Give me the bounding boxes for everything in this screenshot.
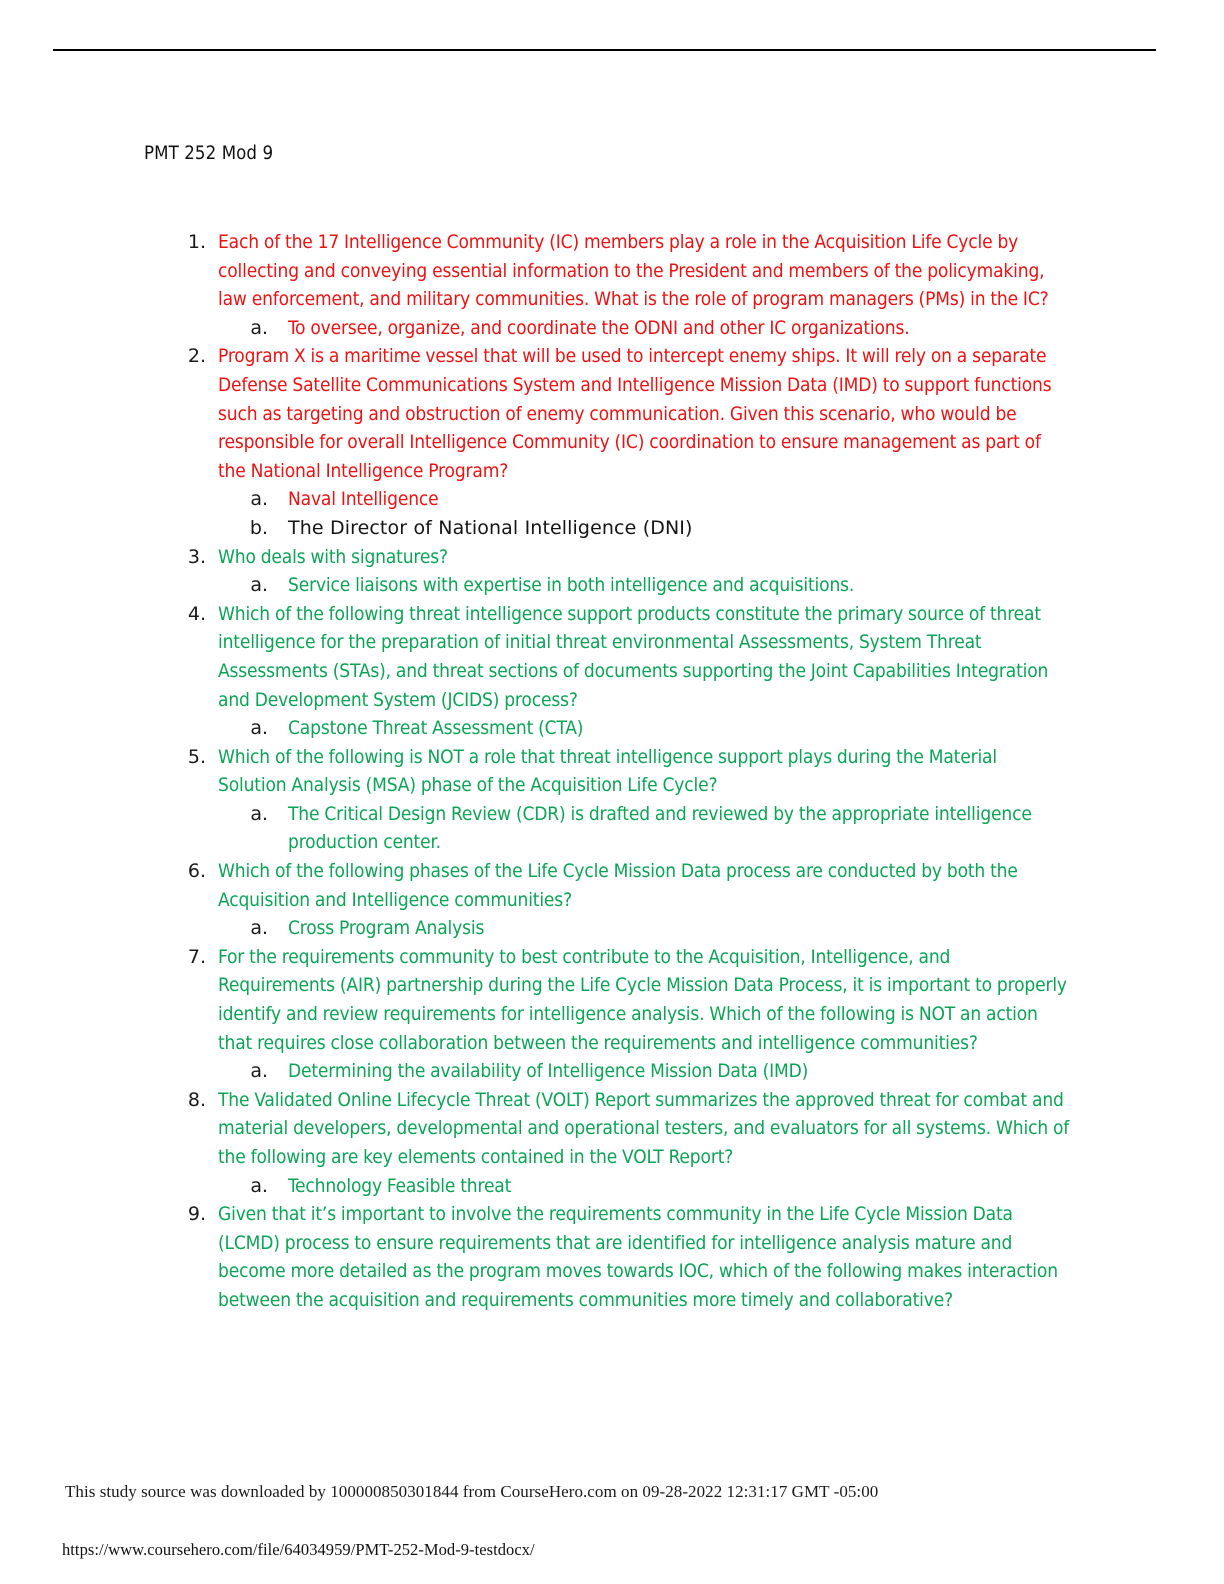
answer-text: Technology Feasible threat bbox=[288, 1174, 512, 1197]
answer-text: Determining the availability of Intelligence Mission Data (IMD) bbox=[288, 1060, 809, 1083]
answer-item bbox=[218, 800, 1070, 857]
answer-item bbox=[218, 571, 1070, 600]
page-title: PMT 252 Mod 9 bbox=[144, 143, 274, 164]
question-item bbox=[170, 1200, 1070, 1314]
answer-item bbox=[218, 314, 1070, 343]
question-number: 4. bbox=[187, 602, 206, 625]
answer-letter: a. bbox=[250, 1060, 268, 1083]
answer-letter: a. bbox=[250, 1174, 268, 1197]
question-item bbox=[170, 743, 1070, 857]
answer-item bbox=[218, 1057, 1070, 1086]
answer-letter: a. bbox=[250, 488, 268, 511]
question-number: 2. bbox=[187, 345, 206, 368]
answer-text: To oversee, organize, and coordinate the ODNI and other IC organizations. bbox=[288, 316, 910, 339]
question-list bbox=[170, 228, 1070, 1315]
answer-text: Cross Program Analysis bbox=[288, 917, 485, 940]
answer-text: The Director of National Intelligence (DNI) bbox=[288, 516, 693, 539]
answer-letter: a. bbox=[250, 802, 268, 825]
answer-letter: a. bbox=[250, 717, 268, 740]
question-text: Which of the following phases of the Life Cycle Mission Data process are conducted by both the Acquisition and Intelligence communities? bbox=[218, 860, 1018, 911]
answer-list bbox=[218, 714, 1070, 743]
answer-list bbox=[218, 914, 1070, 943]
answer-item bbox=[218, 914, 1070, 943]
question-text: For the requirements community to best contribute to the Acquisition, Intelligence, and Requirements (AIR) partnership during the Life Cycle Mission Data Process, it is important to properly identify and review requirements for intelligence analysis. Which of the following is NOT an action that requires close collaboration between the requirements and intelligence communities? bbox=[218, 945, 1067, 1054]
question-item bbox=[170, 543, 1070, 600]
answer-letter: a. bbox=[250, 917, 268, 940]
answer-text: Service liaisons with expertise in both intelligence and acquisitions. bbox=[288, 574, 855, 597]
question-item bbox=[170, 228, 1070, 342]
question-number: 9. bbox=[187, 1203, 206, 1226]
question-text: Each of the 17 Intelligence Community (IC) members play a role in the Acquisition Life Cycle by collecting and conveying essential information to the President and members of the policymaking, law enforcement, and military communities. What is the role of program managers (PMs) in the IC? bbox=[218, 231, 1049, 311]
answer-text: The Critical Design Review (CDR) is drafted and reviewed by the appropriate intelligence production center. bbox=[288, 802, 1032, 854]
answer-letter: a. bbox=[250, 316, 268, 339]
header-divider bbox=[53, 49, 1156, 51]
question-item bbox=[170, 1086, 1070, 1200]
question-text: Which of the following is NOT a role that threat intelligence support plays during the Material Solution Analysis (MSA) phase of the Acquisition Life Cycle? bbox=[218, 745, 997, 797]
question-text: The Validated Online Lifecycle Threat (VOLT) Report summarizes the approved threat for combat and material developers, developmental and operational testers, and evaluators for all systems. Which of the following are key elements contained in the VOLT Report? bbox=[218, 1088, 1070, 1168]
question-item bbox=[170, 600, 1070, 743]
coursehero-source-url: https://www.coursehero.com/file/64034959/PMT-252-Mod-9-testdocx/ bbox=[62, 1540, 535, 1559]
question-text: Program X is a maritime vessel that will be used to intercept enemy ships. It will rely on a separate Defense Satellite Communications System and Intelligence Mission Data (IMD) to support functions such as targeting and obstruction of enemy communication. Given this scenario, who would be responsible for overall Intelligence Community (IC) coordination to ensure management as part of the National Intelligence Program? bbox=[218, 345, 1052, 482]
answer-item bbox=[218, 1172, 1070, 1201]
answer-item bbox=[218, 485, 1070, 514]
question-text: Which of the following threat intelligence support products constitute the primary source of threat intelligence for the preparation of initial threat environmental Assessments, System Threat Assessments (STAs), and threat sections of documents supporting the Joint Capabilities Integration and Development System (JCIDS) process? bbox=[218, 602, 1049, 711]
answer-letter: a. bbox=[250, 574, 268, 597]
question-item bbox=[170, 943, 1070, 1086]
answer-list bbox=[218, 485, 1070, 542]
answer-item bbox=[218, 514, 1070, 543]
question-text: Given that it’s important to involve the requirements community in the Life Cycle Mission Data (LCMD) process to ensure requirements that are identified for intelligence analysis mature and become more detailed as the program moves towards IOC, which of the following makes interaction between the acquisition and requirements communities more timely and collaborative? bbox=[218, 1203, 1058, 1311]
answer-list bbox=[218, 800, 1070, 857]
question-number: 6. bbox=[187, 860, 206, 883]
question-number: 5. bbox=[187, 745, 206, 768]
question-number: 8. bbox=[187, 1088, 206, 1111]
question-number: 7. bbox=[187, 945, 206, 968]
coursehero-download-note: This study source was downloaded by 100000850301844 from CourseHero.com on 09-28-2022 12:31:17 GMT -05:00 bbox=[65, 1482, 879, 1501]
answer-list bbox=[218, 571, 1070, 600]
answer-list bbox=[218, 314, 1070, 343]
answer-text: Naval Intelligence bbox=[288, 488, 439, 511]
question-number: 3. bbox=[187, 545, 206, 568]
answer-list bbox=[218, 1057, 1070, 1086]
question-text: Who deals with signatures? bbox=[218, 545, 448, 568]
answer-letter: b. bbox=[249, 516, 268, 539]
answer-list bbox=[218, 1172, 1070, 1201]
answer-item bbox=[218, 714, 1070, 743]
answer-text: Capstone Threat Assessment (CTA) bbox=[288, 717, 584, 740]
question-number: 1. bbox=[187, 231, 206, 253]
question-item bbox=[170, 342, 1070, 542]
question-item bbox=[170, 857, 1070, 943]
